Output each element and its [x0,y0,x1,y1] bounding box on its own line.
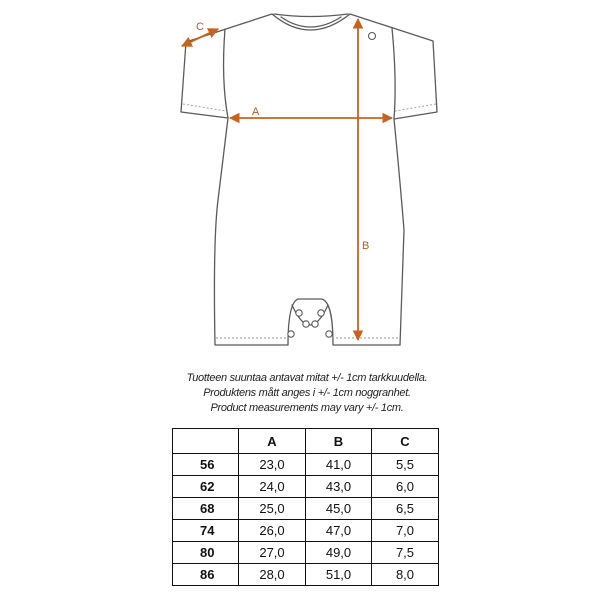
size-cell: 74 [173,520,239,542]
value-a: 24,0 [239,476,306,498]
value-a: 26,0 [239,520,306,542]
shoulder-snap [369,33,376,40]
romper-outline [181,14,437,345]
header-a: A [239,429,306,454]
header-size [173,429,239,454]
value-c: 6,5 [372,498,439,520]
header-c: C [372,429,439,454]
table-row [173,454,439,476]
value-a: 25,0 [239,498,306,520]
size-cell: 80 [173,542,239,564]
measure-label-b: B [362,240,370,252]
crotch-snap [303,321,309,327]
crotch-snap [312,321,318,327]
back-neckline [274,14,348,17]
measure-label-c: C [196,21,204,33]
value-b: 45,0 [306,498,372,520]
left-armhole-seam [224,29,228,118]
value-b: 47,0 [306,520,372,542]
value-a: 27,0 [239,542,306,564]
value-b: 41,0 [306,454,372,476]
crotch-snap [318,310,324,316]
value-a: 28,0 [239,564,306,586]
measure-label-a: A [252,106,260,118]
size-cell: 68 [173,498,239,520]
value-c: 5,5 [372,454,439,476]
measurement-note [107,371,507,416]
size-cell: 62 [173,476,239,498]
note-swedish: Produktens mått anges i +/- 1cm noggranhet. [203,387,411,399]
note-english: Product measurements may vary +/- 1cm. [210,402,404,414]
value-a: 23,0 [239,454,306,476]
crotch-snap [288,331,294,337]
note-finnish: Tuotteen suuntaa antavat mitat +/- 1cm tarkkuudella. [186,372,428,384]
value-c: 7,5 [372,542,439,564]
right-armhole-seam [392,28,395,119]
value-b: 49,0 [306,542,372,564]
table-header-row [173,429,439,454]
value-c: 7,0 [372,520,439,542]
size-table [172,428,439,586]
table-row [173,498,439,520]
header-b: B [306,429,372,454]
value-b: 51,0 [306,564,372,586]
crotch-snap [296,310,302,316]
table-row [173,564,439,586]
size-cell: 56 [173,454,239,476]
table-row [173,542,439,564]
right-sleeve-hem-stitch [395,104,436,111]
value-c: 6,0 [372,476,439,498]
size-cell: 86 [173,564,239,586]
value-b: 43,0 [306,476,372,498]
crotch-snap [326,331,332,337]
table-row [173,520,439,542]
value-c: 8,0 [372,564,439,586]
left-sleeve-hem-stitch [183,104,226,111]
table-row [173,476,439,498]
